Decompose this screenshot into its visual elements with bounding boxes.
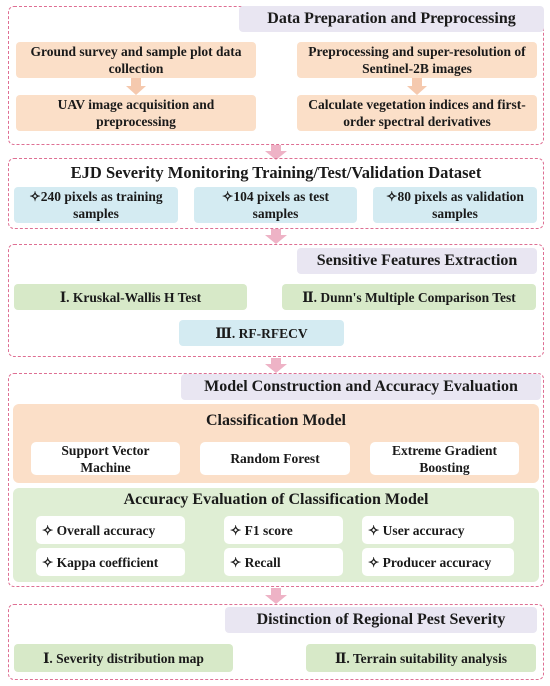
section-title-feature-extraction: Sensitive Features Extraction [297, 248, 537, 274]
arrow-down-icon [407, 78, 427, 95]
arrow-down-icon [126, 78, 146, 95]
box-kruskal-wallis: Ⅰ. Kruskal-Wallis H Test [14, 284, 247, 310]
box-dunn-test: Ⅱ. Dunn's Multiple Comparison Test [282, 284, 536, 310]
box-training-samples: ✧240 pixels as training samples [14, 187, 178, 223]
box-user-accuracy: ✧ User accuracy [362, 516, 514, 544]
box-validation-samples: ✧80 pixels as validation samples [373, 187, 537, 223]
box-test-samples: ✧104 pixels as test samples [194, 187, 357, 223]
arrow-down-icon [265, 588, 287, 604]
box-random-forest: Random Forest [200, 442, 350, 475]
box-f1-score: ✧ F1 score [224, 516, 343, 544]
box-vegetation-indices: Calculate vegetation indices and first-order spectral derivatives [297, 95, 537, 131]
box-ground-survey: Ground survey and sample plot data collection [16, 42, 256, 78]
section-title-dataset: EJD Severity Monitoring Training/Test/Validation Dataset [70, 163, 482, 182]
arrow-down-icon [265, 229, 287, 244]
box-overall-accuracy: ✧ Overall accuracy [36, 516, 185, 544]
box-producer-accuracy: ✧ Producer accuracy [362, 548, 514, 576]
box-kappa-coefficient: ✧ Kappa coefficient [36, 548, 185, 576]
box-sentinel-preprocessing: Preprocessing and super-resolution of Sentinel-2B images [297, 42, 537, 78]
box-xgboost: Extreme Gradient Boosting [370, 442, 519, 475]
section-title-data-preparation: Data Preparation and Preprocessing [239, 6, 544, 32]
box-svm: Support Vector Machine [31, 442, 180, 475]
section-title-model-construction: Model Construction and Accuracy Evaluation [181, 374, 541, 400]
accuracy-evaluation-title: Accuracy Evaluation of Classification Model [123, 491, 429, 508]
box-recall: ✧ Recall [224, 548, 343, 576]
arrow-down-icon [265, 358, 287, 373]
box-severity-distribution-map: Ⅰ. Severity distribution map [14, 644, 233, 672]
box-uav-acquisition: UAV image acquisition and preprocessing [16, 95, 256, 131]
classification-model-title: Classification Model [206, 412, 346, 429]
section-title-regional-severity: Distinction of Regional Pest Severity [225, 607, 537, 633]
box-rf-rfecv: Ⅲ. RF-RFECV [179, 320, 344, 346]
box-terrain-suitability: Ⅱ. Terrain suitability analysis [306, 644, 536, 672]
